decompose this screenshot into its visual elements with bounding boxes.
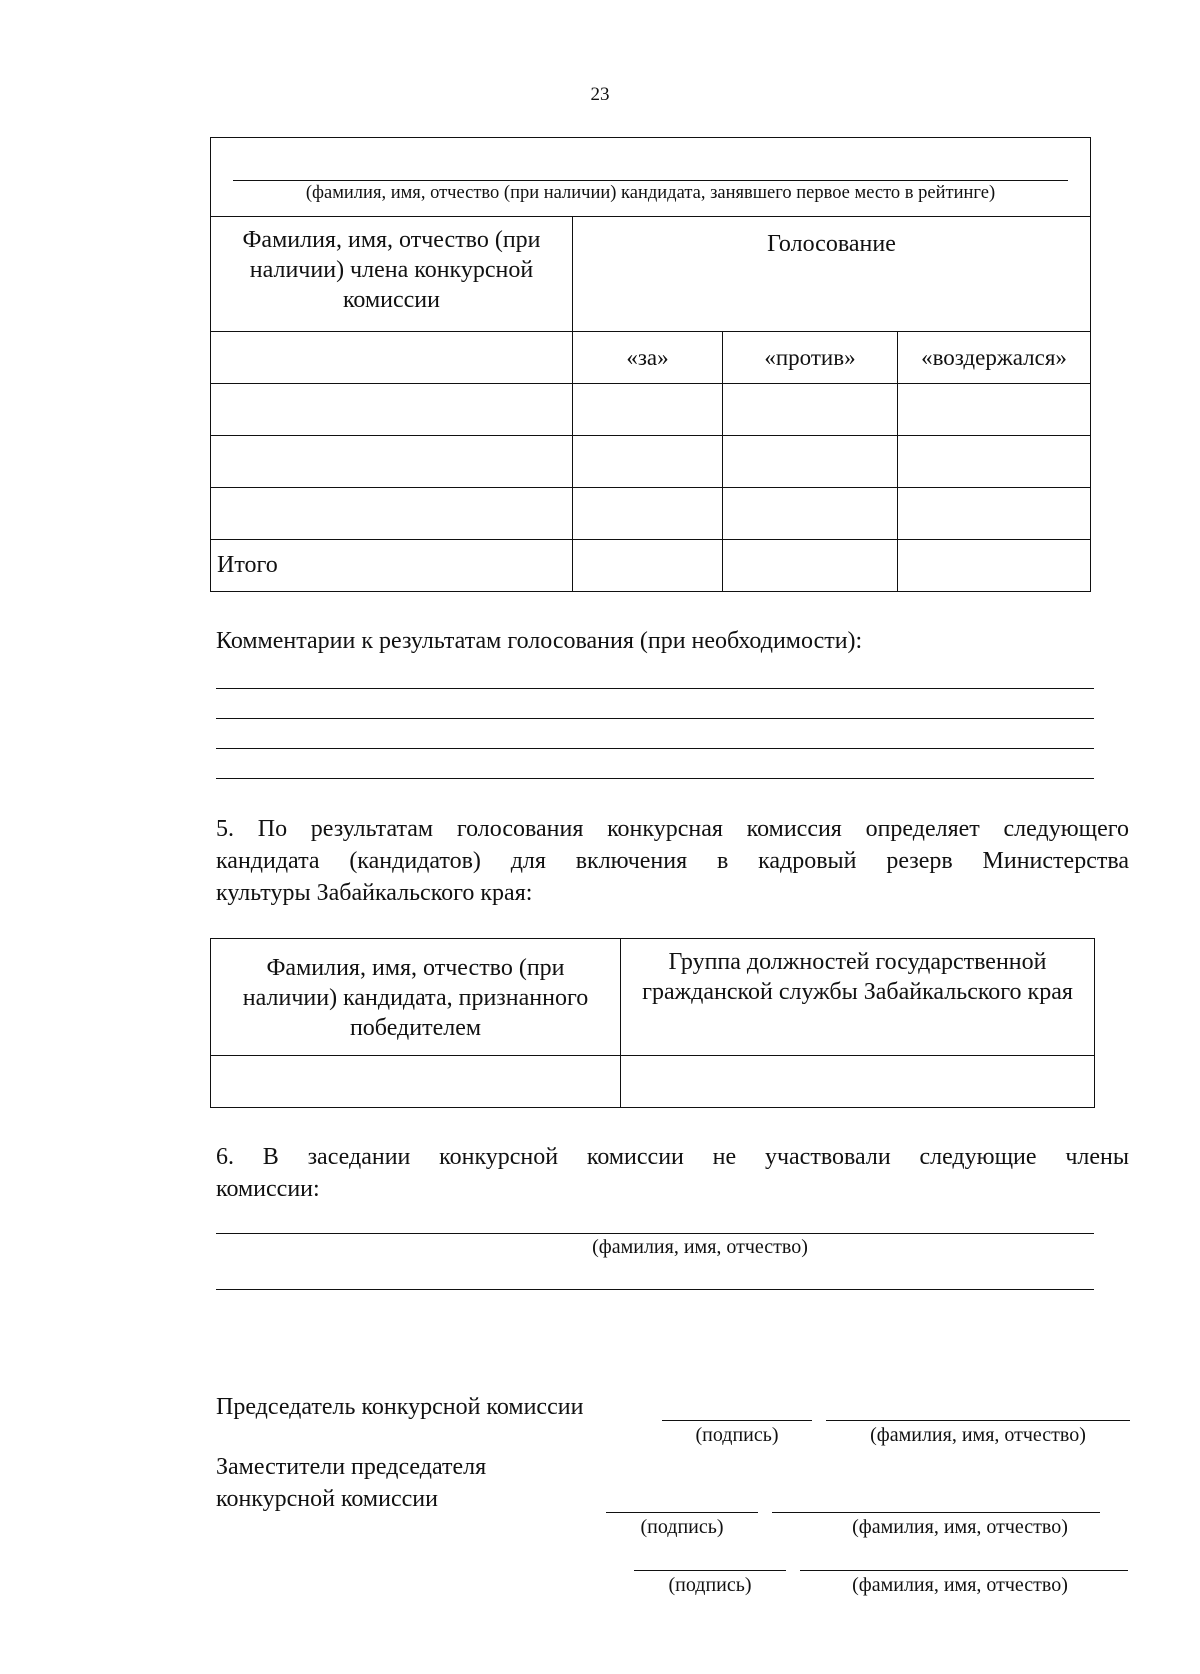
deputies-label-line1: Заместители председателя (216, 1454, 487, 1480)
fio-caption: (фамилия, имя, отчество) (870, 1424, 1086, 1446)
absent-member-caption: (фамилия, имя, отчество) (592, 1236, 808, 1258)
signature-caption: (подпись) (640, 1516, 724, 1538)
page-number: 23 (590, 84, 610, 105)
section6-line2: комиссии: (216, 1176, 320, 1202)
absent-member-line (216, 1233, 1094, 1234)
fio-line (772, 1512, 1100, 1513)
deputies-label-line2: конкурсной комиссии (216, 1486, 438, 1512)
comment-line (216, 748, 1094, 749)
signature-caption: (подпись) (668, 1574, 752, 1596)
section5-line1: 5. По результатам голосования конкурсная комиссия определяет следующего (216, 816, 1129, 842)
voting-table (210, 137, 1091, 592)
position-group-header: Группа должностей государственной гражданской службы Забайкальского края (621, 939, 1095, 1056)
table-cell (211, 332, 573, 384)
comments-label: Комментарии к результатам голосования (при необходимости): (216, 628, 863, 654)
comment-line (216, 688, 1094, 689)
section5-line3: культуры Забайкальского края: (216, 880, 533, 906)
table-row (211, 1056, 1095, 1108)
member-column-header: Фамилия, имя, отчество (при наличии) члена конкурсной комиссии (211, 217, 573, 332)
total-label: Итого (211, 540, 573, 592)
section6-line1: 6. В заседании конкурсной комиссии не участвовали следующие члены (216, 1144, 1129, 1170)
signature-line (634, 1570, 786, 1571)
voting-column-header: Голосование (573, 217, 1091, 332)
fio-caption: (фамилия, имя, отчество) (852, 1516, 1068, 1538)
fio-caption: (фамилия, имя, отчество) (852, 1574, 1068, 1596)
candidate-caption: (фамилия, имя, отчество (при наличии) кандидата, занявшего первое место в рейтинге) (305, 183, 996, 203)
absent-member-line (216, 1289, 1094, 1290)
signature-caption: (подпись) (695, 1424, 779, 1446)
candidate-caption-cell (211, 138, 1091, 217)
candidate-name-line (233, 180, 1068, 181)
comment-line (216, 718, 1094, 719)
winner-table (210, 938, 1095, 1108)
vote-abstain-header: «воздержался» (898, 332, 1091, 384)
table-row (211, 436, 1091, 488)
signature-line (662, 1420, 812, 1421)
signature-line (606, 1512, 758, 1513)
comment-line (216, 778, 1094, 779)
fio-line (800, 1570, 1128, 1571)
table-row (211, 384, 1091, 436)
vote-against-header: «против» (723, 332, 898, 384)
candidate-column-header: Фамилия, имя, отчество (при наличии) кандидата, признанного победителем (211, 939, 621, 1056)
fio-line (826, 1420, 1130, 1421)
section5-line2: кандидата (кандидатов) для включения в кадровый резерв Министерства (216, 848, 1129, 874)
vote-for-header: «за» (573, 332, 723, 384)
chairman-label: Председатель конкурсной комиссии (216, 1394, 584, 1420)
table-row (211, 488, 1091, 540)
